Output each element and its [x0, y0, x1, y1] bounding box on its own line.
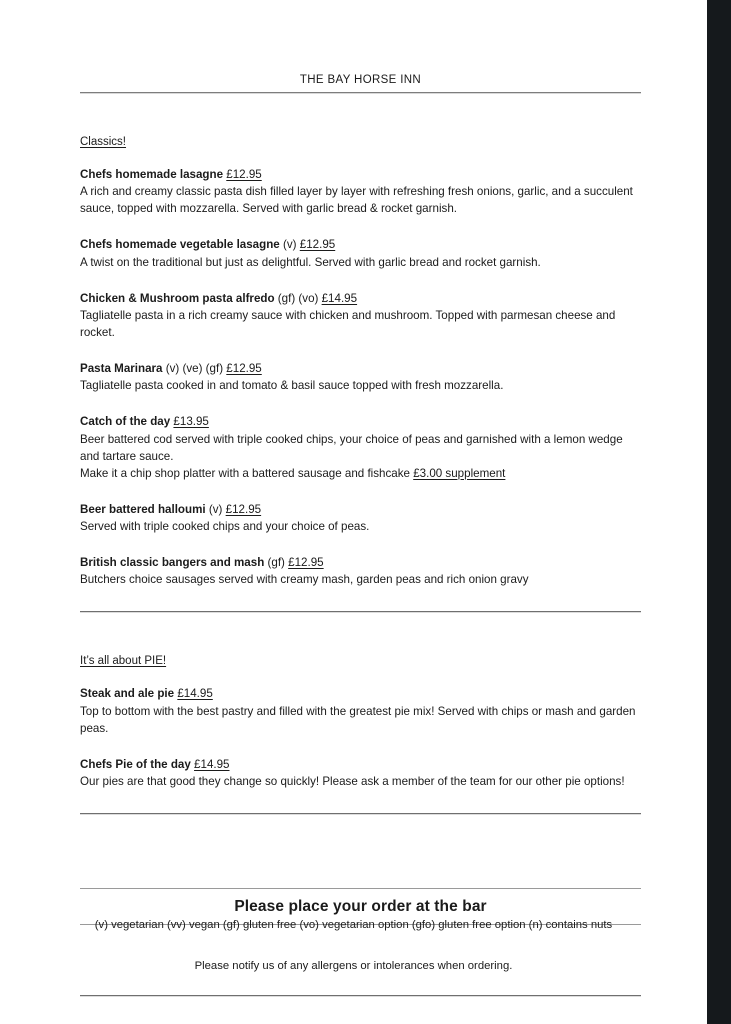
menu-item [80, 414, 641, 482]
menu-item-title [80, 237, 641, 253]
page-title: THE BAY HORSE INN [299, 74, 422, 86]
menu-item-price: £12.95 [299, 238, 336, 252]
menu-item-tags: (gf) (vo) [277, 291, 319, 305]
menu-section [80, 136, 641, 589]
menu-item-description: A rich and creamy classic pasta dish filled layer by layer with refreshing fresh onions, garlic, and a succulent sauce, topped with mozzarella. Served with garlic bread & rocket garnish. [80, 185, 633, 216]
dietary-legend: (v) vegetarian (vv) vegan (gf) gluten free (vo) vegetarian option (gfo) gluten free option (n) contains nuts [94, 919, 613, 931]
menu-footer [0, 918, 707, 972]
footer-divider-wrap [80, 995, 641, 997]
menu-item [80, 555, 641, 589]
menu-item-supplement-price: £3.00 supplement [413, 466, 506, 480]
menu-item-price: £13.95 [173, 415, 209, 429]
menu-item-extra-text: Make it a chip shop platter with a battered sausage and fishcake [80, 466, 414, 480]
menu-item-name: Pasta Marinara [80, 361, 163, 375]
menu-section [80, 655, 641, 791]
menu-item-tags: (v) [208, 502, 223, 516]
menu-item-price: £12.95 [225, 502, 262, 516]
menu-item-extra [80, 466, 641, 483]
section-heading [80, 136, 641, 148]
menu-item-tags: (gf) [267, 555, 285, 569]
menu-item-name: Catch of the day [80, 415, 171, 429]
menu-item-description: Tagliatelle pasta in a rich creamy sauce with chicken and mushroom. Topped with parmesan cheese and rocket. [80, 309, 616, 340]
menu-item [80, 167, 641, 218]
menu-item-price: £14.95 [177, 687, 213, 701]
menu-item-title [80, 167, 641, 183]
menu-item-name: Steak and ale pie [80, 687, 175, 701]
section-divider [80, 611, 641, 613]
menu-item-name: Beer battered halloumi [80, 502, 206, 516]
menu-item-title [80, 757, 641, 773]
menu-item [80, 237, 641, 271]
menu-content [80, 0, 641, 925]
menu-item-price: £12.95 [226, 361, 262, 375]
menu-item [80, 502, 641, 536]
menu-sections [80, 136, 641, 815]
menu-item-title [80, 361, 641, 377]
menu-item-tags: (v) (ve) (gf) [165, 361, 224, 375]
order-banner-text: Please place your order at the bar [234, 897, 487, 915]
menu-item-name: British classic bangers and mash [80, 555, 265, 569]
menu-item-title [80, 414, 641, 430]
menu-item-description: Our pies are that good they change so quickly! Please ask a member of the team for our other pie options! [80, 775, 625, 789]
menu-item [80, 291, 641, 342]
menu-item-title [80, 686, 641, 702]
section-heading [80, 655, 641, 667]
menu-item-title [80, 555, 641, 571]
page-edge-strip [707, 0, 731, 1024]
menu-item-title [80, 502, 641, 518]
header-divider [80, 92, 641, 94]
menu-item-description: Tagliatelle pasta cooked in and tomato & basil sauce topped with fresh mozzarella. [80, 379, 504, 393]
menu-item-price: £12.95 [288, 555, 324, 569]
menu-item-description: A twist on the traditional but just as delightful. Served with garlic bread and rocket garnish. [80, 255, 541, 269]
menu-item-tags: (v) [282, 238, 297, 252]
menu-item-price: £12.95 [226, 168, 262, 181]
menu-item-name: Chefs Pie of the day [80, 757, 191, 771]
menu-item-description: Butchers choice sausages served with creamy mash, garden peas and rich onion gravy [80, 573, 529, 587]
menu-item-name: Chefs homemade vegetable lasagne [80, 238, 280, 252]
menu-item-name: Chicken & Mushroom pasta alfredo [80, 291, 275, 305]
menu-item-description: Beer battered cod served with triple cooked chips, your choice of peas and garnished with a lemon wedge and tartare sauce. [80, 432, 623, 463]
menu-item-description: Served with triple cooked chips and your choice of peas. [80, 520, 370, 534]
allergen-note: Please notify us of any allergens or intolerances when ordering. [194, 959, 513, 972]
menu-item [80, 757, 641, 791]
menu-item-description: Top to bottom with the best pastry and filled with the greatest pie mix! Served with chips or mash and garden peas. [80, 704, 636, 735]
section-heading-label: It’s all about PIE! [80, 655, 167, 668]
footer-divider [80, 995, 641, 997]
menu-item-price: £14.95 [194, 757, 230, 771]
menu-item-price: £14.95 [321, 291, 358, 305]
section-heading-label: Classics! [80, 136, 127, 148]
menu-item [80, 686, 641, 737]
menu-item-title [80, 291, 641, 307]
menu-item [80, 361, 641, 395]
menu-item-name: Chefs homemade lasagne [80, 168, 224, 181]
section-divider [80, 813, 641, 815]
